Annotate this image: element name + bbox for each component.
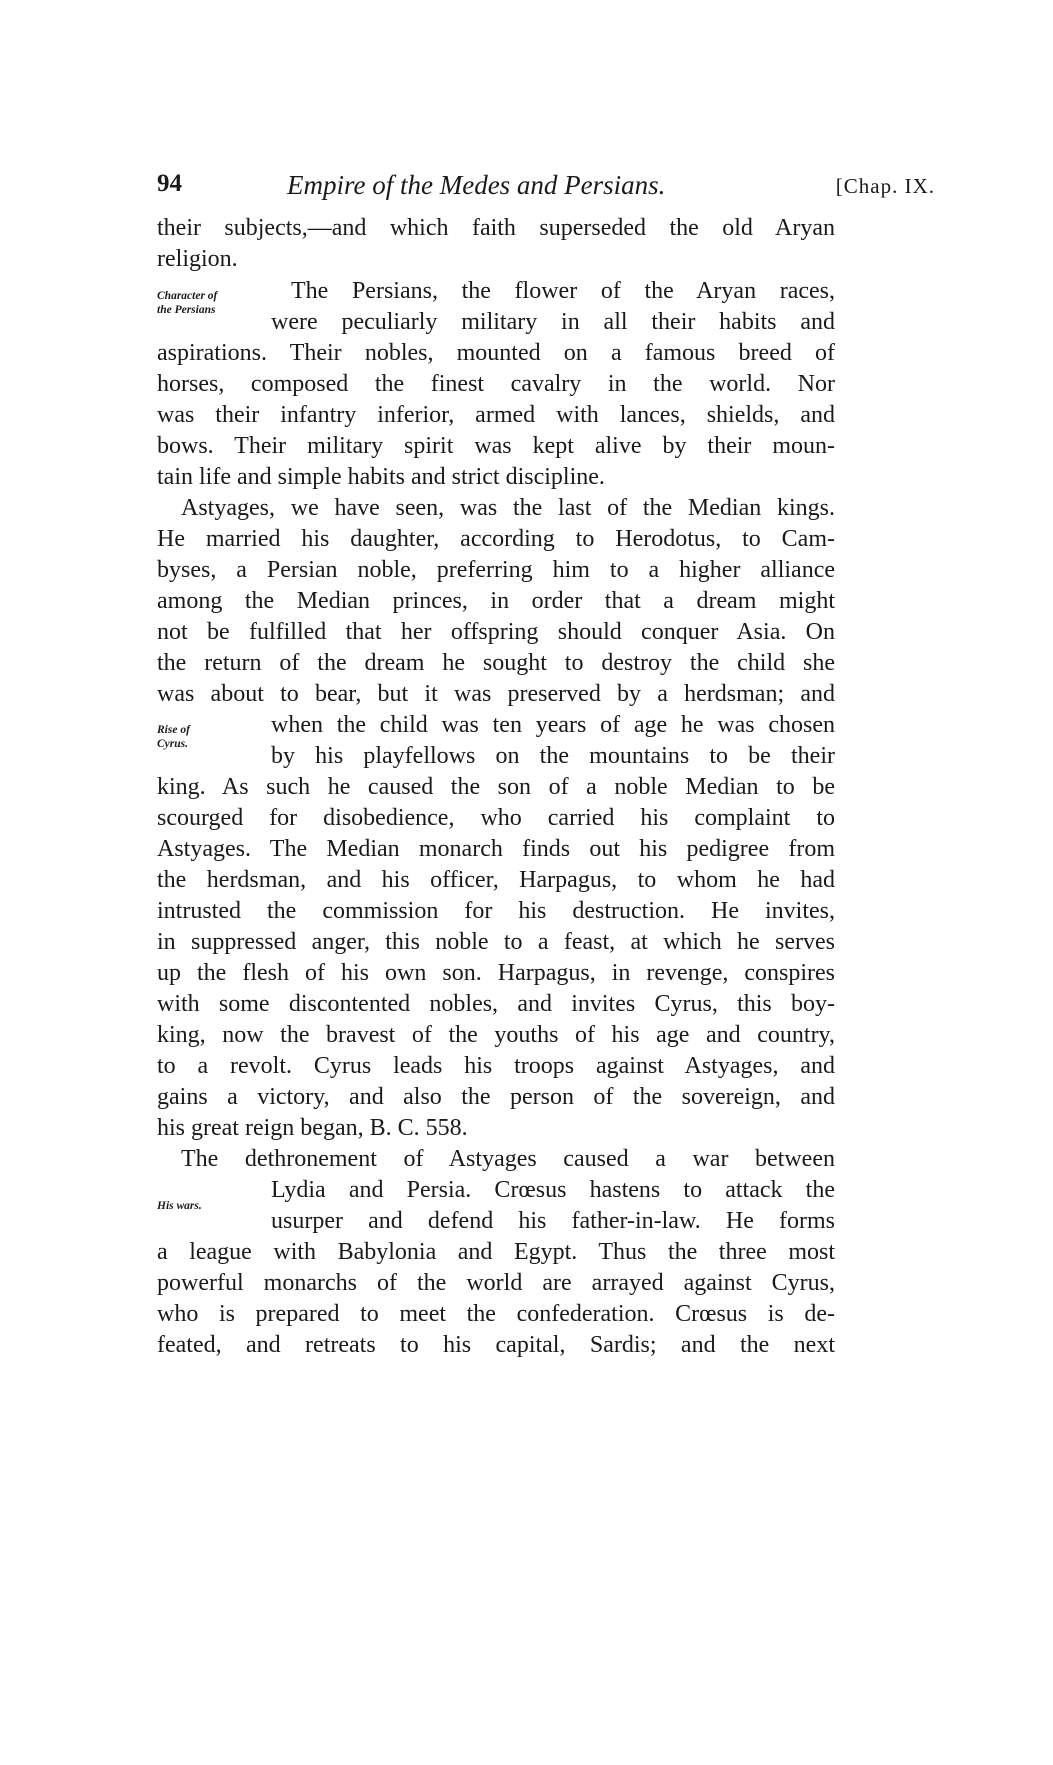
text-line: Astyages, we have seen, was the last of the Median kings.	[181, 495, 835, 521]
text-line: religion.	[157, 246, 238, 272]
text-line: with some discontented nobles, and invites Cyrus, this boy-	[157, 991, 835, 1017]
text-line: their subjects,—and which faith superseded the old Aryan	[157, 215, 835, 241]
text-line: feated, and retreats to his capital, Sardis; and the next	[157, 1332, 835, 1358]
text-line: powerful monarchs of the world are arrayed against Cyrus,	[157, 1270, 835, 1296]
text-line: He married his daughter, according to Herodotus, to Cam-	[157, 526, 835, 552]
text-line: was about to bear, but it was preserved by a herdsman; and	[157, 681, 835, 707]
margin-note-line: Character of	[157, 290, 218, 302]
text-line: tain life and simple habits and strict discipline.	[157, 464, 605, 490]
text-line: aspirations. Their nobles, mounted on a famous breed of	[157, 340, 835, 366]
text-line: gains a victory, and also the person of the sovereign, and	[157, 1084, 835, 1110]
text-line: by his playfellows on the mountains to be their	[271, 743, 835, 769]
text-line: a league with Babylonia and Egypt. Thus the three most	[157, 1239, 835, 1265]
text-line: among the Median princes, in order that a dream might	[157, 588, 835, 614]
text-line: The Persians, the flower of the Aryan races,	[291, 278, 835, 304]
chapter-label: [Chap. IX.	[835, 174, 935, 198]
text-line: The dethronement of Astyages caused a war between	[181, 1146, 835, 1172]
running-title: Empire of the Medes and Persians.	[287, 170, 666, 200]
text-line: his great reign began, B. C. 558.	[157, 1115, 468, 1141]
margin-note-line: the Persians	[157, 304, 216, 316]
margin-note-line: Rise of	[157, 724, 190, 736]
text-line: Astyages. The Median monarch finds out his pedigree from	[157, 836, 835, 862]
text-line: were peculiarly military in all their habits and	[271, 309, 835, 335]
text-line: horses, composed the finest cavalry in the world. Nor	[157, 371, 835, 397]
text-line: bows. Their military spirit was kept alive by their moun-	[157, 433, 835, 459]
text-line: the herdsman, and his officer, Harpagus, to whom he had	[157, 867, 835, 893]
text-line: the return of the dream he sought to destroy the child she	[157, 650, 835, 676]
text-line: king. As such he caused the son of a noble Median to be	[157, 774, 835, 800]
text-line: up the flesh of his own son. Harpagus, in revenge, conspires	[157, 960, 835, 986]
text-line: who is prepared to meet the confederation. Crœsus is de-	[157, 1301, 835, 1327]
text-line: usurper and defend his father-in-law. He forms	[271, 1208, 835, 1234]
text-line: byses, a Persian noble, preferring him to a higher alliance	[157, 557, 835, 583]
text-line: was their infantry inferior, armed with lances, shields, and	[157, 402, 835, 428]
text-line: king, now the bravest of the youths of his age and country,	[157, 1022, 835, 1048]
margin-note-line: Cyrus.	[157, 738, 188, 750]
text-line: in suppressed anger, this noble to a feast, at which he serves	[157, 929, 835, 955]
running-header	[157, 170, 935, 210]
text-line: to a revolt. Cyrus leads his troops against Astyages, and	[157, 1053, 835, 1079]
text-line: scourged for disobedience, who carried his complaint to	[157, 805, 835, 831]
page-number: 94	[157, 170, 182, 197]
text-line: when the child was ten years of age he was chosen	[271, 712, 835, 738]
text-line: intrusted the commission for his destruction. He invites,	[157, 898, 835, 924]
text-line: Lydia and Persia. Crœsus hastens to attack the	[271, 1177, 835, 1203]
margin-note-line: His wars.	[157, 1200, 202, 1212]
text-line: not be fulfilled that her offspring should conquer Asia. On	[157, 619, 835, 645]
